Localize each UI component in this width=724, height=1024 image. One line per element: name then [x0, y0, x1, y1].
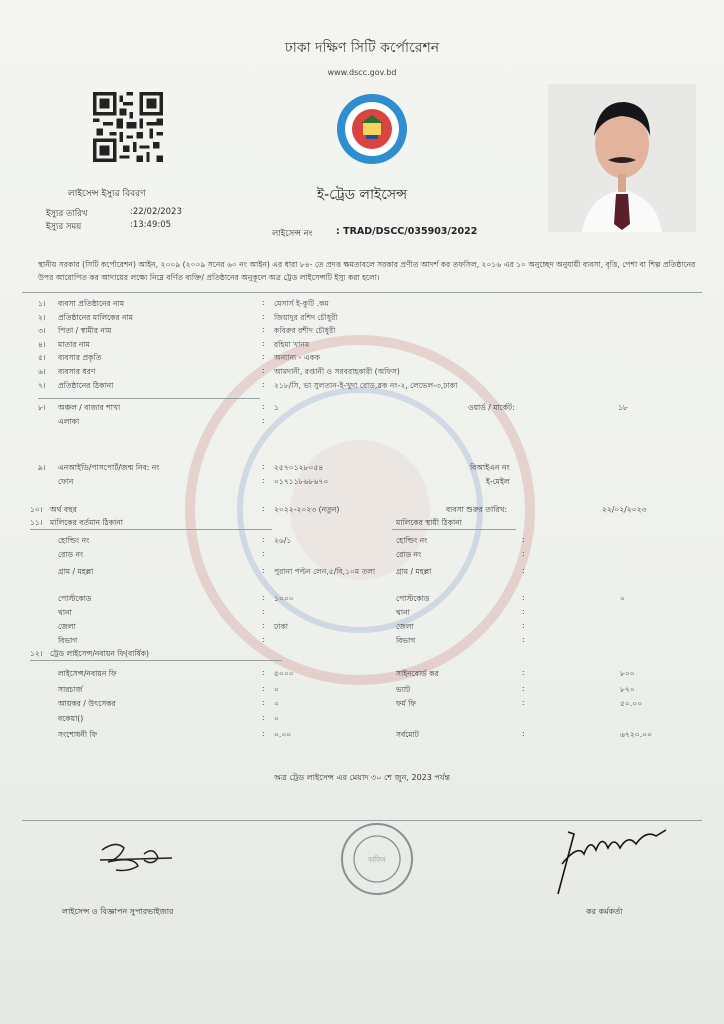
- license-number-label: লাইসেন্স নং: [272, 229, 313, 239]
- colon: :: [522, 729, 525, 738]
- divider: [22, 292, 702, 293]
- permanent-address-label: হোল্ডিং নং: [396, 536, 428, 545]
- divider: [22, 820, 702, 821]
- current-address-label: বিভাগ: [58, 636, 78, 645]
- colon: :: [522, 668, 525, 677]
- fiscal-value: ২০২২-২০২৩ (নতুন): [274, 505, 340, 514]
- fee-value-right: ৫০.০০: [620, 699, 643, 708]
- issue-date-value: :22/02/2023: [130, 207, 182, 217]
- field-label: ব্যবসা প্রতিষ্ঠানের নাম: [58, 299, 125, 308]
- fee-value: ০: [274, 714, 279, 723]
- bin-label: বিআইএন নং: [470, 463, 510, 472]
- area-label: অঞ্চল / বাজার শাখা: [58, 403, 121, 412]
- permanent-address-label: বিভাগ: [396, 636, 416, 645]
- locality-label: এলাকা: [58, 417, 80, 426]
- current-address-value: ঢাকা: [274, 622, 289, 631]
- current-address-label: গ্রাম / মহল্লা: [58, 567, 94, 576]
- fee-label: সারচার্জ: [58, 685, 83, 694]
- field-row: [38, 325, 111, 338]
- permanent-address-value: ০: [620, 594, 625, 603]
- validity-note: অত্র ট্রেড লাইসেন্স এর মেয়াদ ৩০ শে জুন, 2023 পর্যন্ত: [274, 773, 450, 782]
- current-address-label: হোল্ডিং নং: [58, 536, 90, 545]
- issue-time-label: ইস্যুর সময়: [46, 222, 82, 232]
- colon: :: [262, 325, 265, 335]
- area-value: ১: [274, 403, 279, 412]
- nid-value: ২৫৭০১২৮০৫৪: [274, 463, 324, 472]
- fee-value: ০: [274, 699, 279, 708]
- fee-value: ০: [274, 685, 279, 694]
- fees-heading-row: ১২। ট্রেড লাইসেন্স/নবায়ন ফি(বার্ষিক): [30, 649, 150, 658]
- issue-time-value: :13:49:05: [130, 220, 172, 230]
- colon: :: [522, 607, 525, 616]
- business-start-label: ব্যবসা শুরুর তারিখ:: [446, 505, 508, 514]
- email-label: ই-মেইল: [486, 477, 510, 486]
- fee-label: আয়কর / উৎসেকর: [58, 699, 116, 708]
- fee-label: লাইসেন্স/নবায়ন ফি: [58, 669, 117, 678]
- fee-value-right: ৮০০: [620, 669, 635, 678]
- colon: :: [262, 504, 265, 513]
- intro-paragraph: স্থানীয় সরকার (সিটি কর্পোরেশন) আইন, ২০০৯ (২০০৯ সনের ৬০ নং আইন) এর ধারা ৮৪- তে প্রদত্ত ক্ষমতাবলে সরকার প্রণীত আদর্শ কর তফসিল, ২০১৬ এর ১০ অনুচ্ছেদ অনুযায়ী ব্যবসা, বৃত্তি, পেশা বা শিল্প প্রতিষ্ঠানের উপর আরোপিত কর আদায়ের লক্ষ্যে নিম্নে বর্ণিত ব্যক্তি/ প্রতিষ্ঠানের অনুকূলে অত্র ট্রেড লাইসেন্সটি ইস্যু করা হলো।: [38, 260, 696, 282]
- colon: :: [262, 311, 265, 321]
- colon: :: [262, 698, 265, 707]
- colon: :: [262, 593, 265, 602]
- field-value: রহিমা খানম: [274, 339, 310, 349]
- colon: :: [262, 566, 265, 575]
- field-label: ব্যবসার প্রকৃতি: [58, 353, 102, 363]
- field-number: ৫।: [38, 353, 46, 363]
- fee-label-right: ফর্ম ফি: [396, 699, 416, 708]
- field-number: ৩।: [38, 326, 46, 336]
- colon: :: [522, 684, 525, 693]
- field-number: ৬।: [38, 367, 46, 376]
- supervisor-label: লাইসেন্স ও বিজ্ঞাপন সুপারভাইজার: [62, 907, 174, 916]
- divider: [30, 660, 282, 661]
- fiscal-label: অর্থ বছর: [50, 505, 77, 514]
- colon: :: [262, 416, 265, 425]
- colon: :: [262, 476, 265, 485]
- colon: :: [522, 535, 525, 544]
- owner-photo: [548, 84, 696, 232]
- area-row: ৮। অঞ্চল / বাজার শাখা: [38, 403, 121, 412]
- field-number: ৭।: [38, 380, 46, 390]
- field-value: আমদানী, রপ্তানী ও সরবরাহকারী (অফিস): [274, 367, 400, 376]
- colon: :: [262, 635, 265, 644]
- field-value: অন্যান্য - একক: [274, 353, 321, 363]
- org-name: ঢাকা দক্ষিণ সিটি কর্পোরেশন: [284, 40, 440, 56]
- field-label: পিতা / স্বামীর নাম: [58, 326, 112, 336]
- nid-label: এনআইডি/পাসপোর্ট/জন্ম নিব: নং: [58, 463, 160, 472]
- colon: :: [262, 352, 265, 362]
- nid-row: ৯। এনআইডি/পাসপোর্ট/জন্ম নিব: নং: [38, 463, 160, 472]
- fee-value: ০.০০: [274, 730, 292, 739]
- field-row: [38, 366, 96, 379]
- permanent-address-label: থানা: [396, 608, 410, 617]
- fees-heading: ট্রেড লাইসেন্স/নবায়ন ফি(বার্ষিক): [50, 649, 150, 658]
- field-number: ১।: [38, 299, 46, 308]
- field-value: জিয়াদুর রশিদ চৌধুরী: [274, 312, 338, 322]
- colon: :: [522, 621, 525, 630]
- fee-value-right: ৬৭২০.০০: [620, 730, 653, 739]
- issue-date-label: ইস্যুর তারিখ: [46, 209, 88, 219]
- colon: :: [262, 607, 265, 616]
- colon: :: [522, 635, 525, 644]
- colon: :: [262, 402, 265, 411]
- field-row: [38, 380, 113, 393]
- colon: :: [522, 698, 525, 707]
- license-number-value: : TRAD/DSCC/035903/2022: [336, 226, 478, 237]
- fee-label: বকেয়া(): [58, 714, 84, 723]
- address-heading-row: ১১। মালিকের বর্তমান ঠিকানা: [30, 518, 123, 527]
- permanent-address-label: মালিকের স্থায়ী ঠিকানা: [396, 518, 462, 527]
- field-value: ২১৮/সি, ভা সুলতান-ই-খুদা রোড,ব্লক নং-২, লেভেল-৩,ঢাকা: [274, 380, 458, 390]
- colon: :: [262, 462, 265, 471]
- colon: :: [262, 379, 265, 389]
- qr-code-icon: [90, 92, 166, 162]
- colon: :: [262, 729, 265, 738]
- phone-value: ০১৭১১৮৬৮৬৭০: [274, 477, 329, 486]
- divider: [30, 529, 272, 530]
- ward-label: ওয়ার্ড / মার্কেট:: [468, 403, 515, 412]
- fee-label: সংশোধনী ফি: [58, 730, 98, 739]
- colon: :: [522, 593, 525, 602]
- tax-officer-label: কর কর্মকর্তা: [586, 907, 623, 916]
- colon: :: [262, 366, 265, 375]
- colon: :: [262, 684, 265, 693]
- website-text: www.dscc.gov.bd: [327, 68, 397, 77]
- permanent-address-label: রোড নং: [396, 550, 422, 559]
- colon: :: [262, 298, 265, 307]
- tax-officer-signature-icon: [548, 824, 672, 900]
- current-address-value: ১০০০: [274, 594, 294, 603]
- current-address-label: মালিকের বর্তমান ঠিকানা: [50, 518, 123, 527]
- dscc-logo-icon: [336, 93, 408, 165]
- document-title: ই-ট্রেড লাইসেন্স: [316, 187, 408, 203]
- ward-value: ১৮: [618, 403, 628, 412]
- supervisor-signature-icon: [94, 836, 178, 876]
- colon: :: [262, 621, 265, 630]
- field-label: মাতার নাম: [58, 339, 90, 349]
- current-address-label: জেলা: [58, 622, 76, 631]
- colon: :: [522, 549, 525, 558]
- field-label: ব্যবসার ধরণ: [58, 367, 96, 376]
- divider: [38, 398, 260, 399]
- colon: :: [262, 338, 265, 348]
- field-row: [38, 339, 90, 352]
- fiscal-row: ১০। অর্থ বছর: [30, 505, 77, 514]
- field-number: ২।: [38, 312, 46, 322]
- colon: :: [262, 535, 265, 544]
- current-address-label: পোস্টকোড: [58, 594, 92, 603]
- field-value: মেসার্স ই-কুটি .কম: [274, 299, 329, 308]
- permanent-address-label: জেলা: [396, 622, 414, 631]
- field-number: ৪।: [38, 339, 46, 349]
- current-address-value: ২৬/১: [274, 536, 292, 545]
- colon: :: [262, 668, 265, 677]
- phone-label: ফোন: [58, 477, 74, 486]
- field-row: [38, 298, 124, 311]
- field-row: [38, 352, 101, 365]
- seal-text: অফিস: [368, 856, 386, 864]
- field-row: [38, 312, 133, 325]
- field-label: প্রতিষ্ঠানের মালিকের নাম: [58, 312, 134, 322]
- current-address-label: থানা: [58, 608, 72, 617]
- colon: :: [262, 713, 265, 722]
- business-start-value: ২২/০২/২০২৩: [602, 505, 647, 514]
- fee-value: ৫০০০: [274, 669, 294, 678]
- fee-label-right: সর্বমোট: [396, 730, 419, 739]
- office-seal-icon: [340, 822, 414, 896]
- issue-details-heading: লাইসেন্স ইস্যুর বিবরণ: [68, 189, 146, 199]
- field-value: কবিরুর রশীদ চৌধুরী: [274, 326, 336, 336]
- current-address-value: পুরানা পল্টন লেন,৫/বি,১০ম তলা: [274, 567, 376, 576]
- fee-label-right: ভ্যাট: [396, 685, 411, 694]
- current-address-label: রোড নং: [58, 550, 84, 559]
- field-label: প্রতিষ্ঠানের ঠিকানা: [58, 380, 114, 390]
- permanent-address-label: পোস্টকোড: [396, 594, 430, 603]
- fee-value-right: ৮৭০: [620, 685, 635, 694]
- divider: [392, 529, 516, 530]
- permanent-address-label: গ্রাম / মহল্লা: [396, 567, 432, 576]
- colon: :: [262, 549, 265, 558]
- colon: :: [522, 566, 525, 575]
- fee-label-right: সাইনবোর্ড কর: [396, 669, 439, 678]
